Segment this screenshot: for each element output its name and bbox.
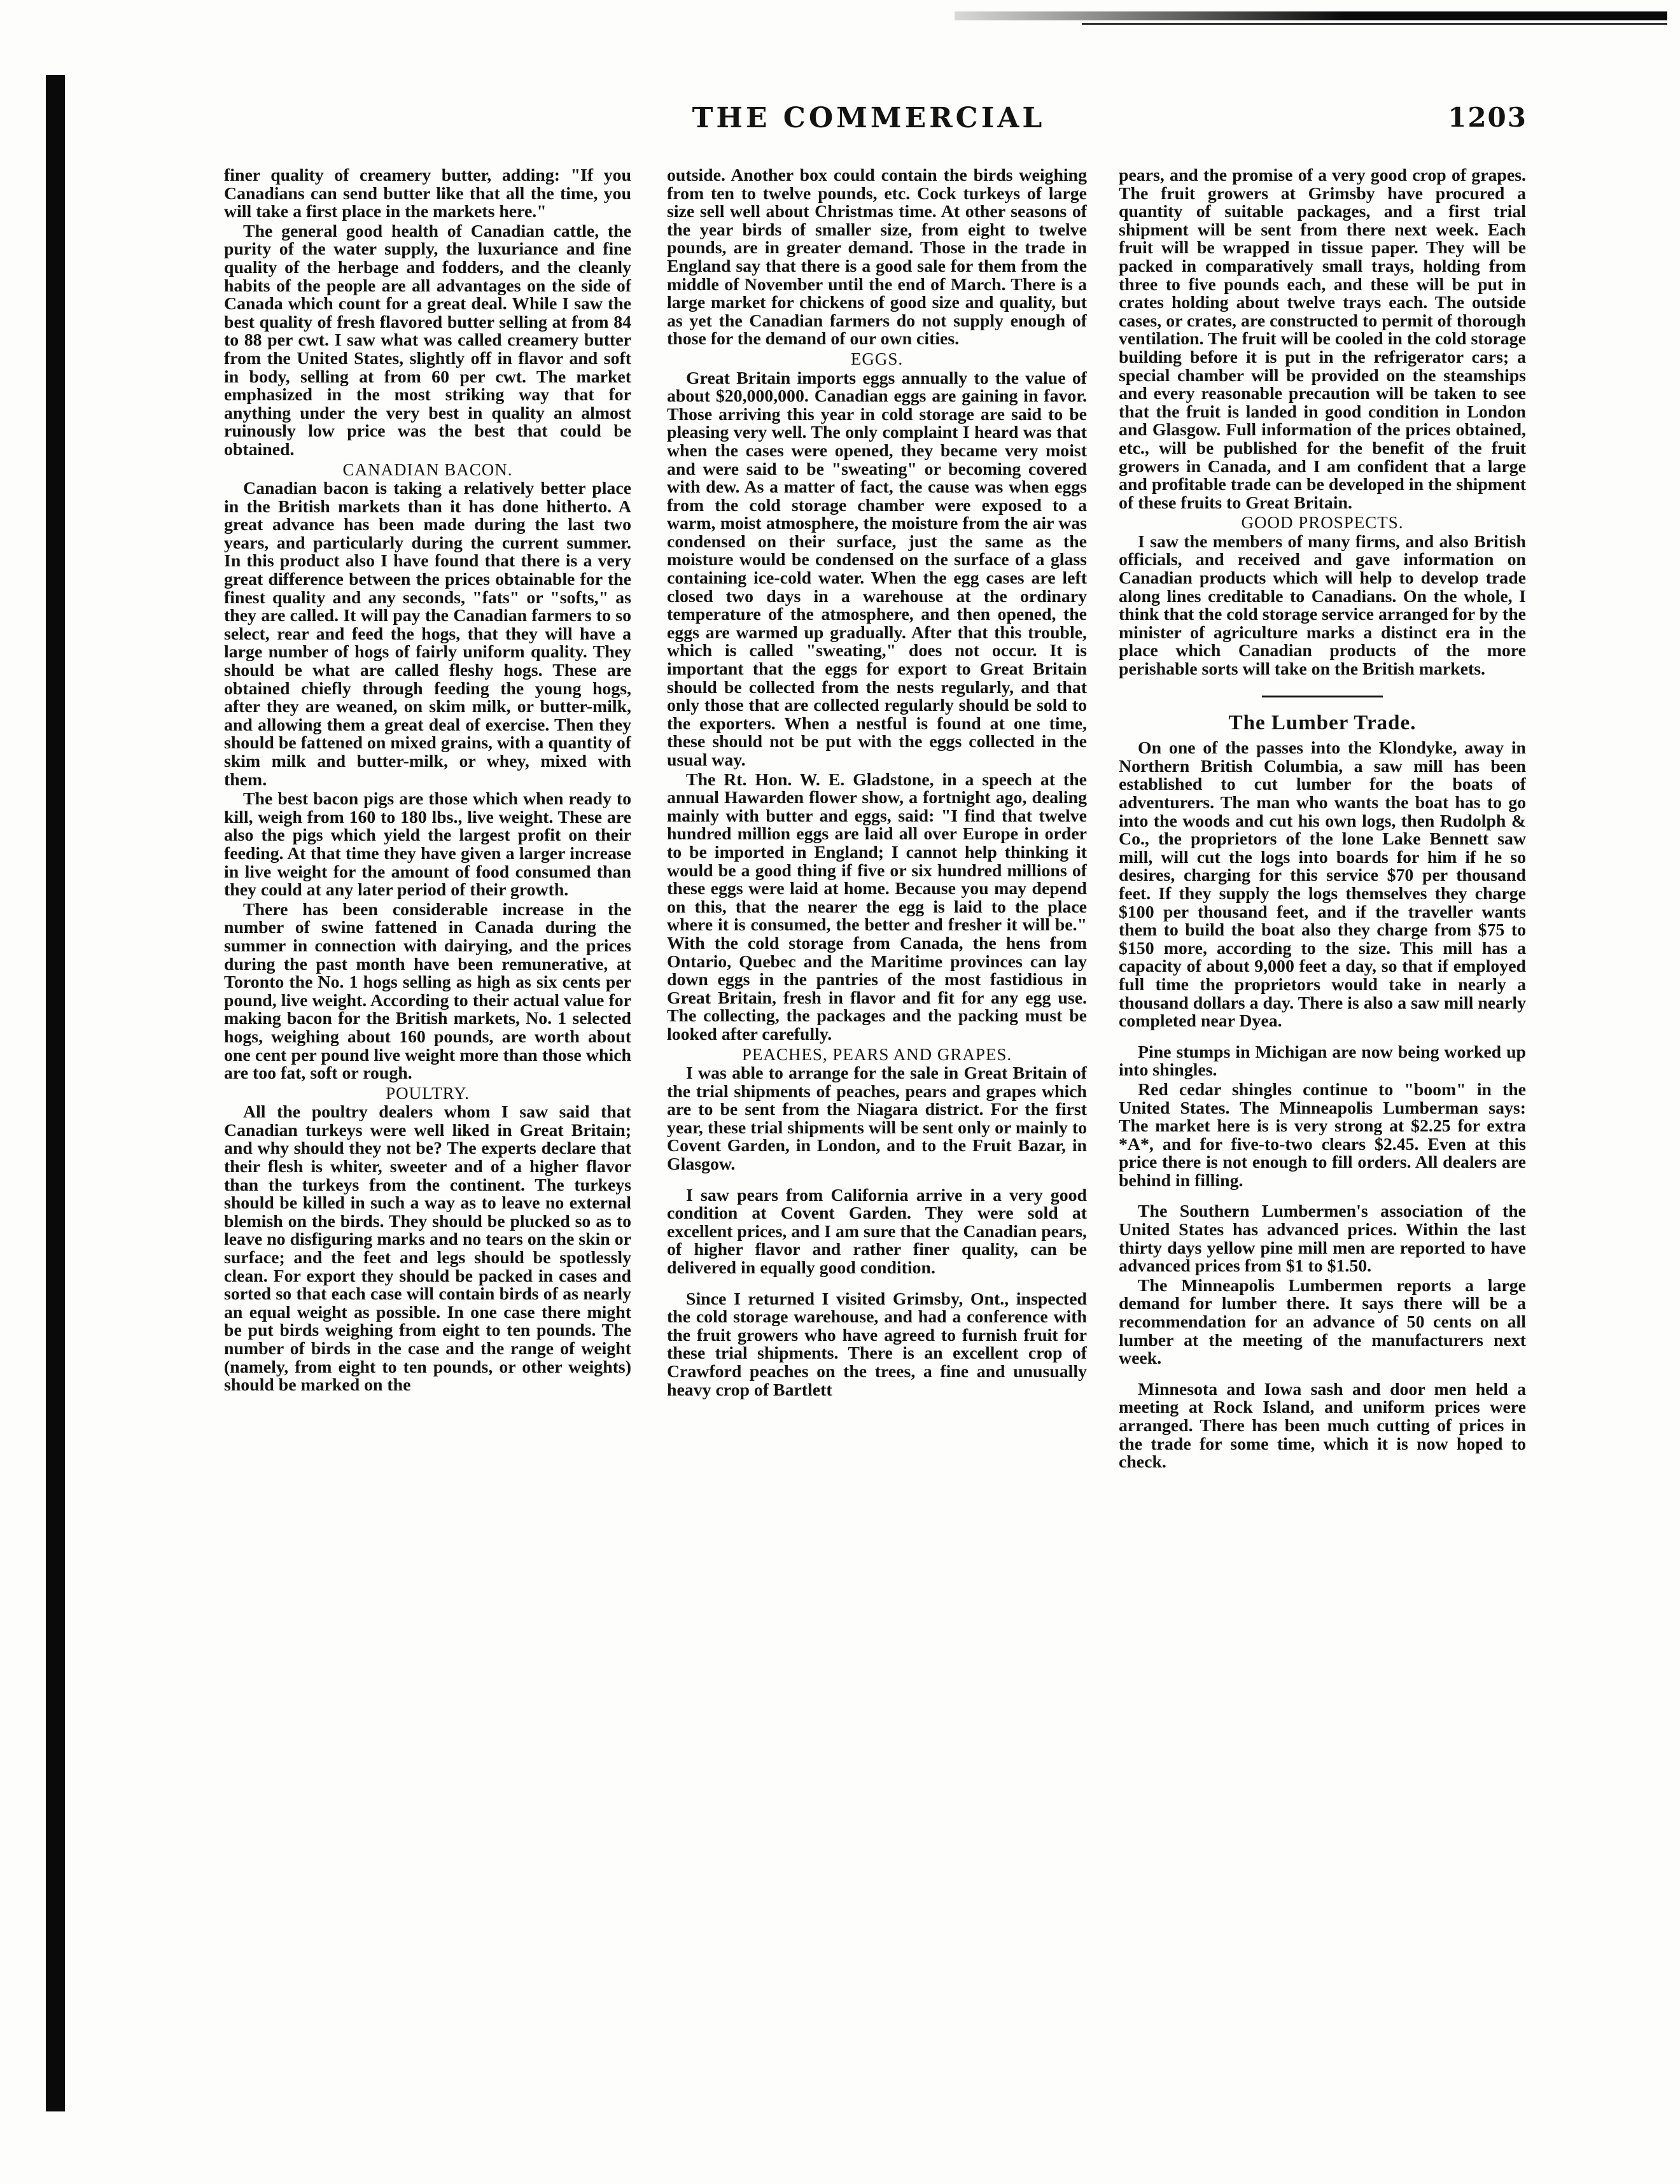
paragraph: Pine stumps in Michigan are now being worked up into shingles.: [1119, 1042, 1526, 1081]
paragraph: The general good health of Canadian cattle, the purity of the water supply, the luxuriance and fine quality of the herbage and fodders, and the cleanly habits of the people are all advantages on the side of Canada which count for a great deal. While I saw the best quality of fresh flavored butter selling at from 84 to 88 per cwt. I saw what was called creamery butter from the United States, slightly off in flavor and soft in body, selling at from 60 per cwt. The market emphasized in the most striking way that for anything under the very best in quality an almost ruinously low price was the best that could be obtained.: [224, 221, 631, 459]
paragraph: Since I returned I visited Grimsby, Ont., inspected the cold storage warehouse, and had a conference with the fruit growers who have agreed to furnish fruit for these trial shipments. There is an excellent crop of Crawford peaches on the trees, a fine and unusually heavy crop of Bartlett: [667, 1289, 1087, 1400]
paragraph: I saw pears from California arrive in a very good condition at Covent Garden. They were sold at excellent prices, and I am sure that the Canadian pears, of higher flavor and rather finer quality, can be delivered in equally good condition.: [667, 1185, 1087, 1278]
section-divider-rule: [1262, 696, 1383, 697]
paragraph: Minnesota and Iowa sash and door men held a meeting at Rock Island, and uniform prices were arranged. There has been much cutting of prices in the trade for some time, which it is now hoped to check.: [1119, 1379, 1526, 1473]
top-edge-scan-mark: [955, 11, 1667, 20]
top-edge-scan-line: [1082, 23, 1667, 25]
paragraph: I saw the members of many firms, and also British officials, and received and gave information on Canadian products which will help to develop trade along lines creditable to Canadians. On the whole, I think that the cold storage service arranged for by the minister of agriculture marks a distinct era in the place which Canadian products of the more perishable sorts will take on the British markets.: [1119, 531, 1526, 680]
section-heading-poultry: POULTRY.: [386, 1083, 470, 1103]
paragraph: pears, and the promise of a very good crop of grapes. The fruit growers at Grimsby have procured a quantity of suitable packages, and a first trial shipment will be sent from there next week. Each fruit will be wrapped in tissue paper. They will be packed in comparatively small trays, holding from three to five pounds each, and these will be put in crates holding about twelve trays each. The outside cases, or crates, are constructed to permit of thorough ventilation. The fruit will be cooled in the cold storage building before it is put in the refrigerator cars; a special chamber will be provided on the steamships and every reasonable precaution will be taken to see that the fruit is landed in good condition in London and Glasgow. Full information of the prices obtained, etc., will be published for the benefit of the fruit growers in Canada, and I am confident that a large and profitable trade can be developed in the shipment of these fruits to Great Britain.: [1119, 167, 1526, 513]
section-heading-peaches-pears-grapes: PEACHES, PEARS AND GRAPES.: [741, 1044, 1012, 1064]
page-header: [210, 102, 1527, 146]
column-3: [1119, 167, 1526, 2159]
paragraph: On one of the passes into the Klondyke, away in Northern British Columbia, a saw mill has been established to cut lumber for the boats of adventurers. The man who wants the boat has to go into the woods and cut his own logs, then Rudolph & Co., the proprietors of the lone Lake Bennett saw mill, will cut the logs into boards for him if he so desires, charging for this service $70 per thousand feet. If they supply the logs themselves they charge $100 per thousand feet, and if the traveller wants them to build the boat also they charge from $75 to $150 more, according to the size. This mill has a capacity of about 9,000 feet a day, so that if employed full time the proprietors would take in nearly a thousand dollars a day. There is also a saw mill nearly completed near Dyea.: [1119, 738, 1526, 1032]
paragraph: All the poultry dealers whom I saw said that Canadian turkeys were well liked in Great Britain; and why should they not be? The experts declare that their flesh is whiter, sweeter and of a higher flavor than the turkeys from the continent. The turkeys should be killed in such a way as to leave no external blemish on the birds. They should be plucked so as to leave no disfiguring marks and no tears on the skin or surface; and the feet and legs should be spotlessly clean. For export they should be packed in cases and sorted so that each case will contain birds of as nearly an equal weight as possible. In one case there might be put birds weighing from eight to ten pounds. The number of birds in the case and the range of weight (namely, from eight to ten pounds, or other weights) should be marked on the: [224, 1102, 631, 1396]
paragraph: The Southern Lumbermen's association of the United States has advanced prices. Within the last thirty days yellow pine mill men are reported to have advanced prices from $1 to $1.50.: [1119, 1201, 1526, 1277]
paragraph: The Rt. Hon. W. E. Gladstone, in a speech at the annual Hawarden flower show, a fortnight ago, dealing mainly with butter and eggs, said: "I find that twelve hundred million eggs are laid all over Europe in order to be imported in England; I cannot help thinking it would be a good thing if five or six hundred millions of these eggs were laid at home. Because you may depend on this, that the nearer the egg is laid to the place where it is consumed, the better and fresher it will be." With the cold storage from Canada, the hens from Ontario, Quebec and the Maritime provinces can lay down eggs in the pantries of the most fastidious in Great Britain, fresh in flavor and fit for any egg use. The collecting, the packages and the packing must be looked after carefully.: [667, 769, 1087, 1044]
column-1: [224, 167, 631, 2159]
paragraph: I was able to arrange for the sale in Great Britain of the trial shipments of peaches, pears and grapes which are to be sent from the Niagara district. For the first year, these trial shipments will be sent only or mainly to Covent Garden, in London, and to the Fruit Bazar, in Glasgow.: [667, 1063, 1087, 1175]
paragraph: Canadian bacon is taking a relatively better place in the British markets than it has done hitherto. A great advance has been made during the last two years, and particularly during the current summer. In this product also I have found that there is a very great difference between the prices obtainable for the finest quality and any seconds, "fats" or "softs," as they are called. It will pay the Canadian farmers to so select, rear and feed the hogs, that they will have a large number of hogs of fairly uniform quality. They should be what are called fleshy hogs. These are obtained chiefly through feeding the young hogs, after they are weaned, on skim milk, or butter-milk, and allowing them a great deal of exercise. Then they should be fattened on mixed grains, with a quantity of skim milk and butter-milk, or whey, mixed with them.: [224, 479, 631, 790]
paragraph: Red cedar shingles continue to "boom" in the United States. The Minneapolis Lumberman says: The market here is is very strong at $2.25 for extra *A*, and for five-to-two clears $2.45. Even at this price there is not enough to fill orders. All dealers are behind in filling.: [1119, 1079, 1526, 1191]
section-heading-good-prospects: GOOD PROSPECTS.: [1241, 513, 1404, 533]
article-title-lumber-trade: The Lumber Trade.: [1228, 711, 1417, 734]
binding-edge-shadow: [46, 75, 65, 2111]
paragraph: There has been considerable increase in the number of swine fattened in Canada during the summer in connection with dairying, and the prices during the past month have been remunerative, at Toronto the No. 1 hogs selling as high as six cents per pound, live weight. According to their actual value for making bacon for the British markets, No. 1 selected hogs, weighing about 160 pounds, are worth about one cent per pound live weight more than those which are too fat, soft or rough.: [224, 899, 631, 1084]
paragraph: The best bacon pigs are those which when ready to kill, weigh from 160 to 180 lbs., live weight. These are also the pigs which yield the largest profit on their feeding. At that time they have given a larger increase in live weight for the amount of food consumed than they could at any later period of their growth.: [224, 789, 631, 900]
running-title: THE COMMERCIAL: [692, 102, 1046, 134]
page-number: 1203: [1448, 102, 1527, 133]
section-heading-eggs: EGGS.: [850, 349, 904, 368]
section-heading-canadian-bacon: CANADIAN BACON.: [342, 459, 513, 479]
paragraph: Great Britain imports eggs annually to the value of about $20,000,000. Canadian eggs are gaining in favor. Those arriving this year in cold storage are said to be pleasing very well. The only complaint I heard was that when the cases were opened, they became very moist and were said to be "sweating" or becoming covered with dew. As a matter of fact, the cause was when eggs from the cold storage chamber were exposed to a warm, moist atmosphere, the moisture from the air was condensed on their surface, just the same as the moisture would be condensed on the surface of a glass containing ice-cold water. When the egg cases are left closed two days in a warehouse at the ordinary temperature of the atmosphere, and then opened, the eggs are warmed up gradually. After that this trouble, which is called "sweating," does not occur. It is important that the eggs for export to Great Britain should be collected from the nests regularly, and that only those that are collected regularly should be sold to the exporters. When a nestful is found at one time, these should not be put with the eggs collected in the usual way.: [667, 368, 1087, 770]
paragraph: The Minneapolis Lumbermen reports a large demand for lumber there. It says there will be a recommendation for an advance of 50 cents on all lumber at the meeting of the manufacturers next week.: [1119, 1275, 1526, 1369]
paragraph: outside. Another box could contain the birds weighing from ten to twelve pounds, etc. Cock turkeys of large size sell well about Christmas time. At other seasons of the year birds of smaller size, from eight to twelve pounds, are in greater demand. Those in the trade in England say that there is a good sale for them from the middle of November until the end of March. There is a large market for chickens of good size and quality, but as yet the Canadian farmers do not supply enough of those for the demand of our own cities.: [667, 167, 1087, 349]
column-2: [667, 167, 1087, 2159]
paragraph: finer quality of creamery butter, adding: "If you Canadians can send butter like that all the time, you will take a first place in the markets here.": [224, 167, 631, 222]
